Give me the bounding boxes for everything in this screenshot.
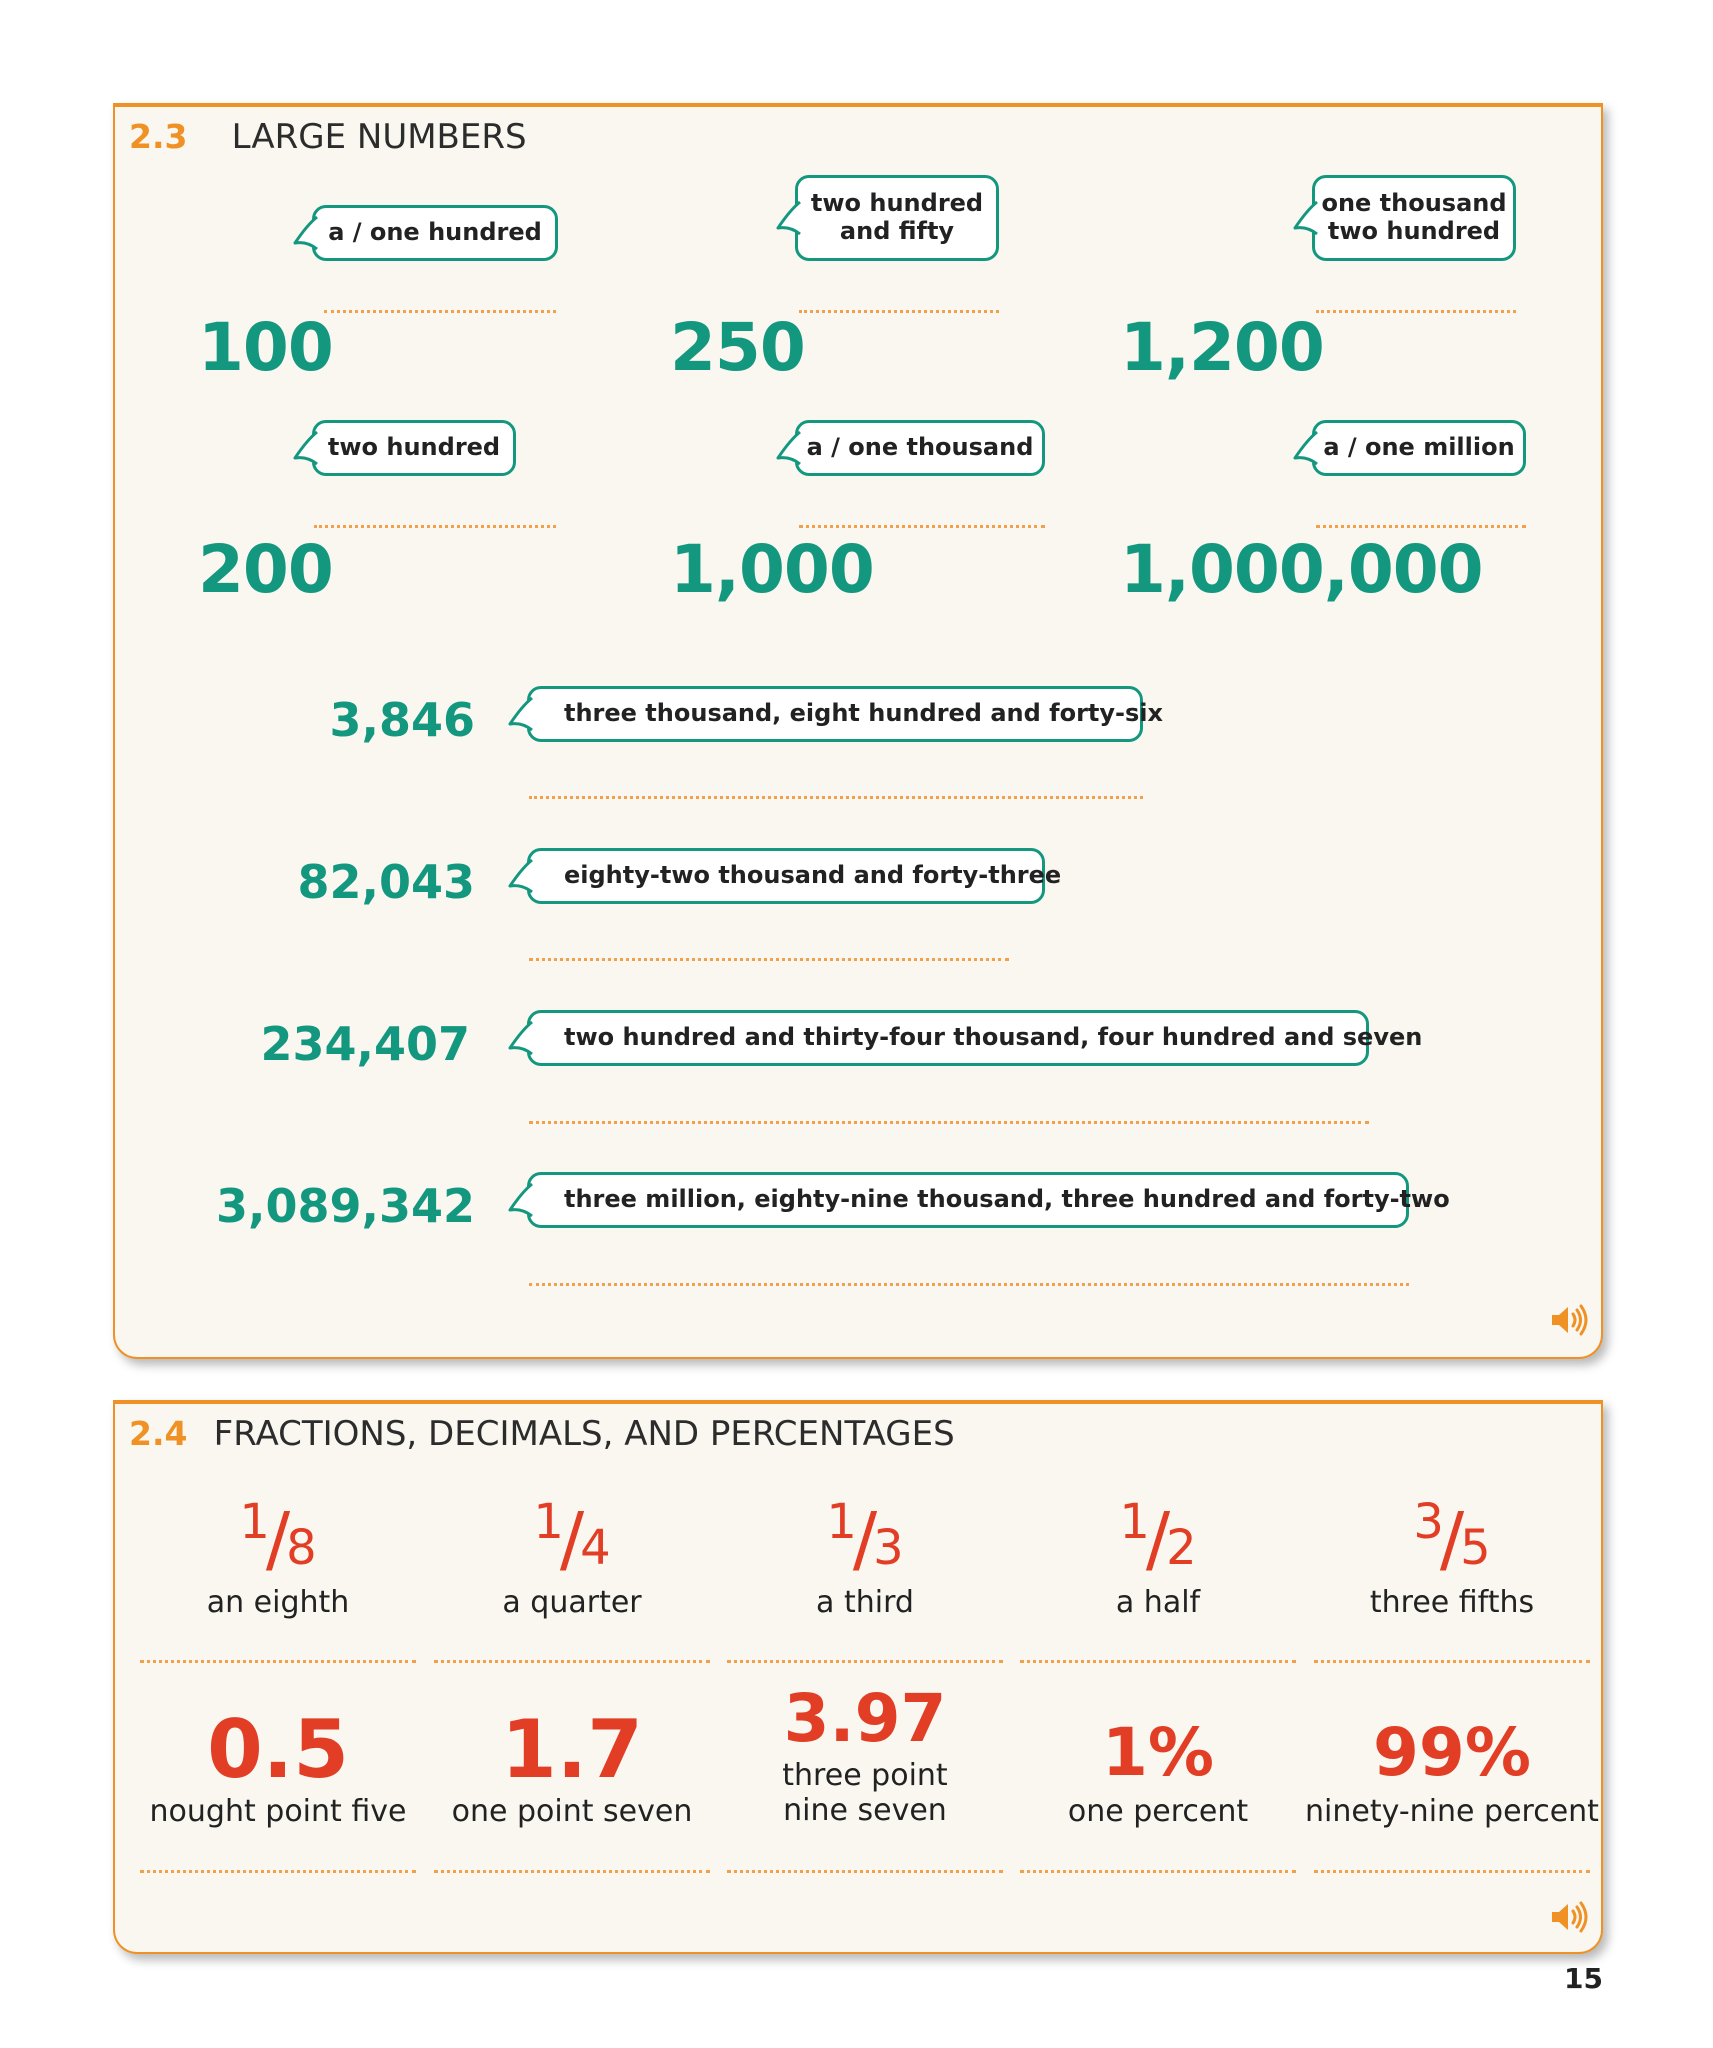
fraction: 3/5	[1413, 1494, 1491, 1581]
decimal-value: 0.5	[207, 1703, 349, 1796]
numeral: 3,846	[329, 693, 475, 747]
fractions-panel	[113, 1400, 1603, 1954]
numeral: 1,200	[1120, 309, 1324, 386]
number-words: a / one hundred	[328, 218, 542, 247]
answer-line	[140, 1870, 416, 1873]
fraction: 1/3	[826, 1494, 904, 1581]
decimal-value: 1.7	[501, 1703, 643, 1796]
number-words: two hundred and fifty	[810, 189, 984, 245]
speech-bubble	[795, 420, 1045, 476]
number-words: a / one million	[1323, 433, 1515, 462]
numeral: 250	[670, 309, 805, 386]
fraction-label: a half	[1115, 1585, 1201, 1620]
decimal-label: one point seven	[451, 1794, 693, 1829]
speech-bubble	[527, 686, 1163, 742]
numeral: 100	[198, 309, 333, 386]
section-number: 2.3	[129, 117, 188, 156]
answer-line	[1316, 525, 1526, 528]
numeral: 200	[198, 531, 333, 608]
bubble-tail-icon	[508, 696, 534, 732]
bubble-tail-icon	[293, 215, 319, 251]
decimal-label: ninety-nine percent	[1305, 1794, 1599, 1829]
speaker-icon[interactable]	[1549, 1303, 1589, 1337]
section-header	[129, 117, 527, 157]
fraction: 1/8	[239, 1494, 317, 1581]
speech-bubble	[312, 205, 558, 261]
fraction-label: a quarter	[502, 1585, 642, 1620]
speech-bubble	[1312, 175, 1516, 261]
bubble-tail-icon	[508, 1182, 534, 1218]
number-words: three thousand, eight hundred and forty-six	[564, 699, 1163, 728]
bubble-tail-icon	[776, 430, 802, 466]
decimal-label: nought point five	[149, 1794, 407, 1829]
answer-line	[314, 525, 556, 528]
speaker-icon[interactable]	[1549, 1900, 1589, 1934]
fraction-label: an eighth	[206, 1585, 350, 1620]
answer-line	[529, 796, 1143, 799]
fraction: 1/4	[533, 1494, 611, 1581]
number-words: eighty-two thousand and forty-three	[564, 861, 1062, 890]
bubble-tail-icon	[293, 430, 319, 466]
fraction-label: three fifths	[1369, 1585, 1535, 1620]
answer-line	[727, 1870, 1003, 1873]
decimal-label: one percent	[1067, 1794, 1249, 1829]
speech-bubble	[795, 175, 999, 261]
answer-line	[529, 1283, 1409, 1286]
answer-line	[1314, 1870, 1590, 1873]
speech-bubble	[1312, 420, 1526, 476]
answer-line	[727, 1660, 1003, 1663]
answer-line	[434, 1660, 710, 1663]
decimal-value: 1%	[1101, 1714, 1215, 1791]
answer-line	[1020, 1660, 1296, 1663]
number-words: a / one thousand	[806, 433, 1034, 462]
number-words: three million, eighty-nine thousand, three hundred and forty-two	[564, 1185, 1450, 1214]
numeral: 234,407	[260, 1017, 470, 1071]
number-words: two hundred	[327, 433, 501, 462]
answer-line	[529, 1121, 1369, 1124]
answer-line	[799, 525, 1045, 528]
answer-line	[324, 310, 556, 313]
answer-line	[799, 310, 999, 313]
section-title: LARGE NUMBERS	[231, 117, 527, 157]
answer-line	[1314, 1660, 1590, 1663]
speech-bubble	[527, 1010, 1423, 1066]
bubble-tail-icon	[508, 858, 534, 894]
section-header	[129, 1414, 955, 1454]
answer-line	[1020, 1870, 1296, 1873]
answer-line	[140, 1660, 416, 1663]
numeral: 82,043	[297, 855, 475, 909]
speech-bubble	[312, 420, 516, 476]
page-number: 15	[1564, 1962, 1603, 1995]
decimal-value: 3.97	[783, 1680, 947, 1757]
number-words: two hundred and thirty-four thousand, four hundred and seven	[564, 1023, 1423, 1052]
number-words: one thousand two hundred	[1321, 189, 1507, 245]
section-number: 2.4	[129, 1414, 188, 1453]
numeral: 3,089,342	[216, 1179, 475, 1233]
bubble-tail-icon	[1293, 430, 1319, 466]
numeral: 1,000	[670, 531, 874, 608]
large-numbers-panel	[113, 103, 1603, 1359]
decimal-label: three point nine seven	[782, 1758, 948, 1828]
fraction-label: a third	[816, 1585, 914, 1620]
bubble-tail-icon	[508, 1020, 534, 1056]
section-title: FRACTIONS, DECIMALS, AND PERCENTAGES	[213, 1414, 955, 1454]
answer-line	[434, 1870, 710, 1873]
bubble-tail-icon	[776, 200, 802, 236]
answer-line	[1316, 310, 1516, 313]
speech-bubble	[527, 1172, 1450, 1228]
numeral: 1,000,000	[1120, 531, 1483, 608]
answer-line	[529, 958, 1009, 961]
decimal-value: 99%	[1373, 1714, 1531, 1791]
bubble-tail-icon	[1293, 200, 1319, 236]
speech-bubble	[527, 848, 1062, 904]
fraction: 1/2	[1119, 1494, 1197, 1581]
